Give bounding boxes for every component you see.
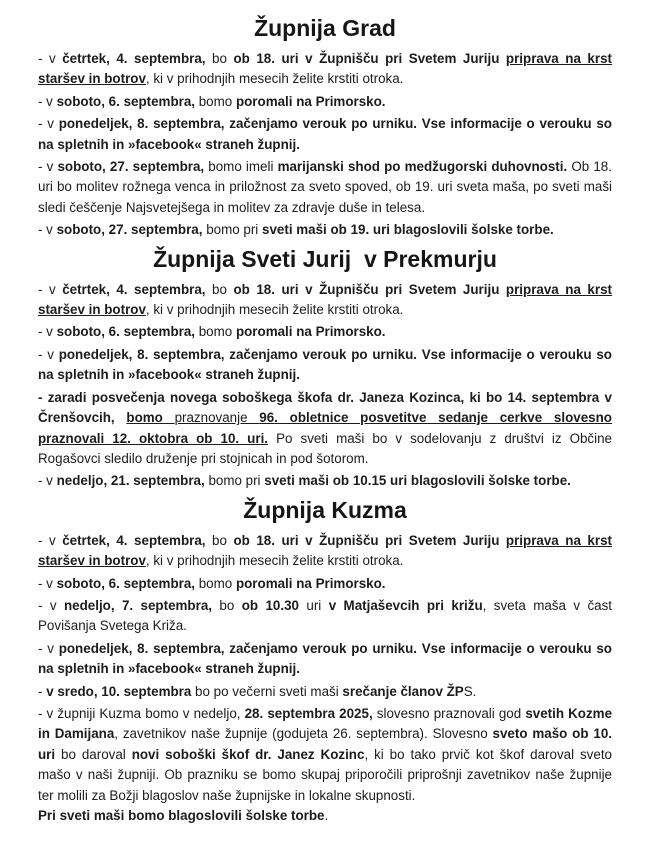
text-run: - v — [38, 324, 57, 340]
text-run: , ki bo tako prvič kot škof daroval sveto mašo v naši župniji. Ob prazniku se bomo skupaj priporočili priprošnji zavetnikov naše župnije ter molili za Božji blagoslov naše župnijske in lokalne skupnosti. — [38, 746, 612, 803]
text-run: Po sveti maši bo v sodelovanju z društvi iz Občine Rogašovci sledilo druženje pri stojnicah in pod šotorom. — [38, 430, 612, 466]
text-run: sveti maši ob 10.15 uri blagoslovili šolske torbe. — [264, 473, 571, 489]
text-run: soboto, 27. septembra, — [57, 159, 205, 175]
text-run: bo daroval — [55, 746, 132, 762]
text-run: novi soboški škof dr. Janez Kozinc — [131, 746, 365, 762]
text-run: priprava na krst staršev in botrov — [38, 532, 612, 569]
text-run: ponedeljek, 8. septembra, začenjamo verouk po urniku. Vse informacije o verouku so na spletnih in »facebook« straneh župnij. — [38, 346, 612, 383]
text-run: priprava na krst staršev in botrov — [38, 281, 612, 318]
text-run: , zavetnikov naše župnije (godujeta 26. septembra). Slovesno — [114, 726, 493, 742]
text-run: soboto, 27. septembra, — [56, 222, 203, 238]
text-run: četrtek, 4. septembra, — [62, 51, 206, 66]
paragraph — [38, 280, 612, 321]
text-run: v Matjaševcih pri križu — [328, 597, 483, 613]
text-run: nedeljo, 7. septembra, — [63, 597, 212, 613]
text-run: - v — [38, 93, 57, 109]
text-run: bo — [205, 281, 234, 297]
text-run: bomo pri — [204, 473, 265, 489]
text-run: . — [324, 808, 329, 823]
section-title: Župnija Sveti Jurij v Prekmurju — [153, 245, 497, 272]
text-run: bomo — [195, 93, 236, 109]
text-run: slovesno praznovali god — [372, 705, 526, 721]
text-run: - v — [38, 575, 57, 591]
text-run: Ob 18. uri bo molitev rožnega venca in priložnost za sveto spoved, ob 19. uri sveta maša, po sveti maši sledi češčenje Najsvetejšega in molitev za zdravje duše in telesa. — [38, 159, 612, 215]
text-run: bo po večerni sveti maši — [191, 683, 343, 699]
text-run: praznovanje — [174, 410, 260, 426]
text-run: uri — [299, 597, 329, 613]
text-run: - v — [38, 640, 59, 656]
text-run: ob 18. uri v Župnišču pri Svetem Juriju — [233, 51, 506, 66]
text-run: bo — [205, 51, 234, 66]
section-title: Župnija Grad — [254, 15, 396, 41]
text-run: - v župniji Kuzma bomo v nedeljo, — [38, 705, 245, 721]
text-run: ob 10.30 — [241, 597, 299, 613]
text-run: soboto, 6. septembra, — [56, 575, 196, 591]
text-run: nedeljo, 21. septembra, — [56, 473, 205, 489]
paragraph — [38, 49, 612, 90]
text-run: četrtek, 4. septembra, — [62, 532, 206, 548]
text-run: - zaradi posvečenja novega soboškega škofa dr. Janeza Kozinca, ki bo 14. septembra v Črenšovcih, — [38, 389, 612, 426]
text-run: , ki v prihodnjih mesecih želite krstiti otroka. — [145, 71, 404, 87]
text-run: bomo — [195, 324, 236, 340]
paragraph — [38, 639, 612, 680]
paragraph — [38, 531, 612, 572]
text-run: S. — [463, 683, 477, 699]
paragraph — [38, 157, 612, 218]
paragraph — [38, 471, 612, 491]
text-run: soboto, 6. septembra, — [56, 93, 196, 109]
paragraph — [38, 704, 612, 826]
text-run: - v — [38, 51, 63, 66]
text-run: poromali na Primorsko. — [235, 575, 386, 591]
document-body — [38, 13, 612, 826]
text-run: - v — [38, 281, 63, 297]
text-run: - v — [38, 116, 59, 132]
text-run: Pri sveti maši bomo blagoslovili šolske torbe — [38, 808, 325, 823]
text-run: - v — [38, 473, 57, 489]
section-title: Župnija Kuzma — [243, 496, 407, 523]
text-run: bo — [212, 597, 242, 613]
paragraph — [38, 322, 612, 342]
text-run: bomo imeli — [204, 159, 278, 175]
text-run: - v — [38, 532, 63, 548]
text-run: bomo — [195, 575, 236, 591]
paragraph — [38, 596, 612, 637]
text-run: - v — [38, 222, 57, 238]
text-run: srečanje članov ŽP — [342, 683, 464, 699]
paragraph — [38, 388, 612, 470]
paragraph — [38, 92, 612, 112]
paragraph — [38, 345, 612, 386]
text-run: priprava na krst staršev in botrov — [38, 51, 612, 87]
text-run: , ki v prihodnjih mesecih želite krstiti otroka. — [145, 553, 404, 569]
paragraph — [38, 682, 612, 702]
text-run: bomo — [126, 410, 175, 426]
text-run: v sredo, 10. septembra — [46, 683, 192, 699]
text-run: ponedeljek, 8. septembra, začenjamo verouk po urniku. Vse informacije o verouku so na spletnih in »facebook« straneh župnij. — [38, 640, 612, 677]
text-run: bomo pri — [202, 222, 263, 238]
text-run: - — [38, 683, 47, 699]
text-run: sveti maši ob 19. uri blagoslovili šolske torbe. — [262, 222, 554, 238]
text-run: - v — [38, 346, 59, 362]
text-run: poromali na Primorsko. — [235, 324, 386, 340]
paragraph — [38, 114, 612, 155]
text-run: svetih Kozme in Damijana — [38, 705, 613, 742]
text-run: - v — [38, 597, 64, 613]
text-run: soboto, 6. septembra, — [56, 324, 196, 340]
text-run: poromali na Primorsko. — [235, 93, 386, 109]
text-run: ob 18. uri v Župnišču pri Svetem Juriju — [233, 281, 506, 297]
paragraph — [38, 220, 612, 240]
paragraph — [38, 574, 612, 594]
text-run: marijanski shod po medžugorski duhovnosti. — [277, 159, 568, 175]
text-run: bo — [205, 532, 234, 548]
text-run: sveto mašo ob 10. uri — [38, 726, 612, 762]
text-run: , ki v prihodnjih mesecih želite krstiti otroka. — [145, 302, 404, 318]
text-run: - v — [38, 159, 58, 175]
text-run: , sveta maša v čast Povišanja Svetega Križa. — [38, 597, 613, 634]
text-run: 28. septembra 2025, — [244, 705, 373, 721]
text-run: četrtek, 4. septembra, — [62, 281, 206, 297]
text-run: ob 18. uri v Župnišču pri Svetem Juriju — [233, 532, 506, 548]
text-run: ponedeljek, 8. septembra, začenjamo verouk po urniku. Vse informacije o verouku so na spletnih in »facebook« straneh župnij. — [38, 116, 612, 152]
text-run: 96. obletnice posvetitve sedanje cerkve slovesno praznovali 12. oktobra ob 10. uri. — [38, 410, 612, 446]
